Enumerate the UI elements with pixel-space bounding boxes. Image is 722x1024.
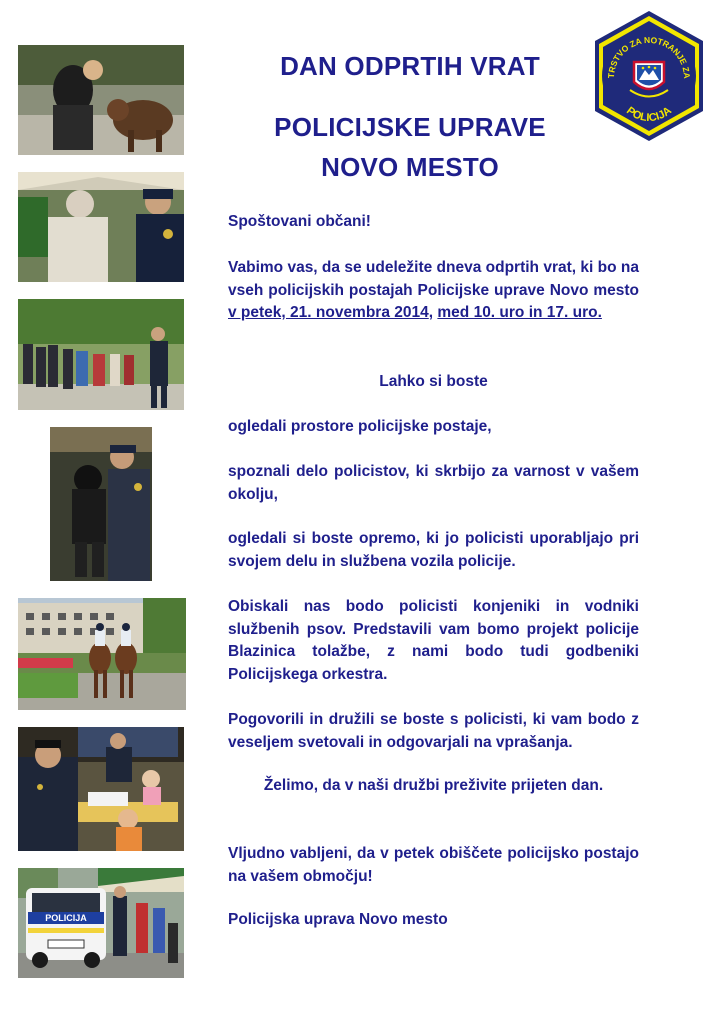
list-item-premises: ogledali prostore policijske postaje, <box>228 418 492 435</box>
badge-bottom-text: POLICIJA <box>624 104 674 125</box>
signature: Policijska uprava Novo mesto <box>228 911 448 928</box>
photo-police-with-children <box>18 727 184 851</box>
lahko-heading: Lahko si boste <box>379 373 488 390</box>
photo-crowd-visitors <box>18 299 184 410</box>
photo-mounted-police <box>18 598 186 710</box>
photo-police-dog <box>18 45 184 155</box>
page-title-line2: POLICIJSKE UPRAVE <box>274 112 546 142</box>
van-label: POLICIJA <box>45 913 87 923</box>
invitation-separator: , <box>428 304 438 321</box>
list-item-equipment: ogledali si boste opremo, ki jo policisti uporabljajo pri svojem delu in službena vozila policije. <box>228 530 639 570</box>
list-item-police-work: spoznali delo policistov, ki skrbijo za varnost v vašem okolju, <box>228 463 639 503</box>
photo-child-in-police-gear <box>50 427 152 581</box>
photo-policeman-with-woman <box>18 172 184 282</box>
paragraph-talk: Pogovorili in družili se boste s policisti, ki vam bodo z veseljem svetovali in odgovarjali na vprašanja. <box>228 711 639 751</box>
wish-line: Želimo, da v naši družbi preživite prijeten dan. <box>263 777 604 794</box>
page-title-line1: DAN ODPRTIH VRAT <box>280 51 540 81</box>
closing-paragraph: Vljudno vabljeni, da v petek obiščete policijsko postajo na vašem območju! <box>228 845 639 885</box>
greeting: Spoštovani občani! <box>228 213 371 230</box>
invitation-time: med 10. uro in 17. uro. <box>437 304 602 321</box>
invitation-date: v petek, 21. novembra 2014 <box>228 304 429 321</box>
page-title-line3: NOVO MESTO <box>321 152 499 182</box>
paragraph-horses: Obiskali nas bodo policisti konjeniki in vodniki službenih psov. Predstavili vam bomo projekt policije Blazinica tolažbe, z nami bodo tudi godbeniki Policijskega orkestra. <box>228 598 639 683</box>
police-badge-icon <box>590 8 708 144</box>
photo-police-van <box>18 868 184 978</box>
invitation-paragraph <box>228 257 639 325</box>
badge-top-text: TRSTVO ZA NOTRANJE ZA <box>605 34 693 79</box>
invitation-text: Vabimo vas, da se udeležite dneva odprtih vrat, ki bo na vseh policijskih postajah Policijske uprave Novo mesto <box>228 259 639 299</box>
